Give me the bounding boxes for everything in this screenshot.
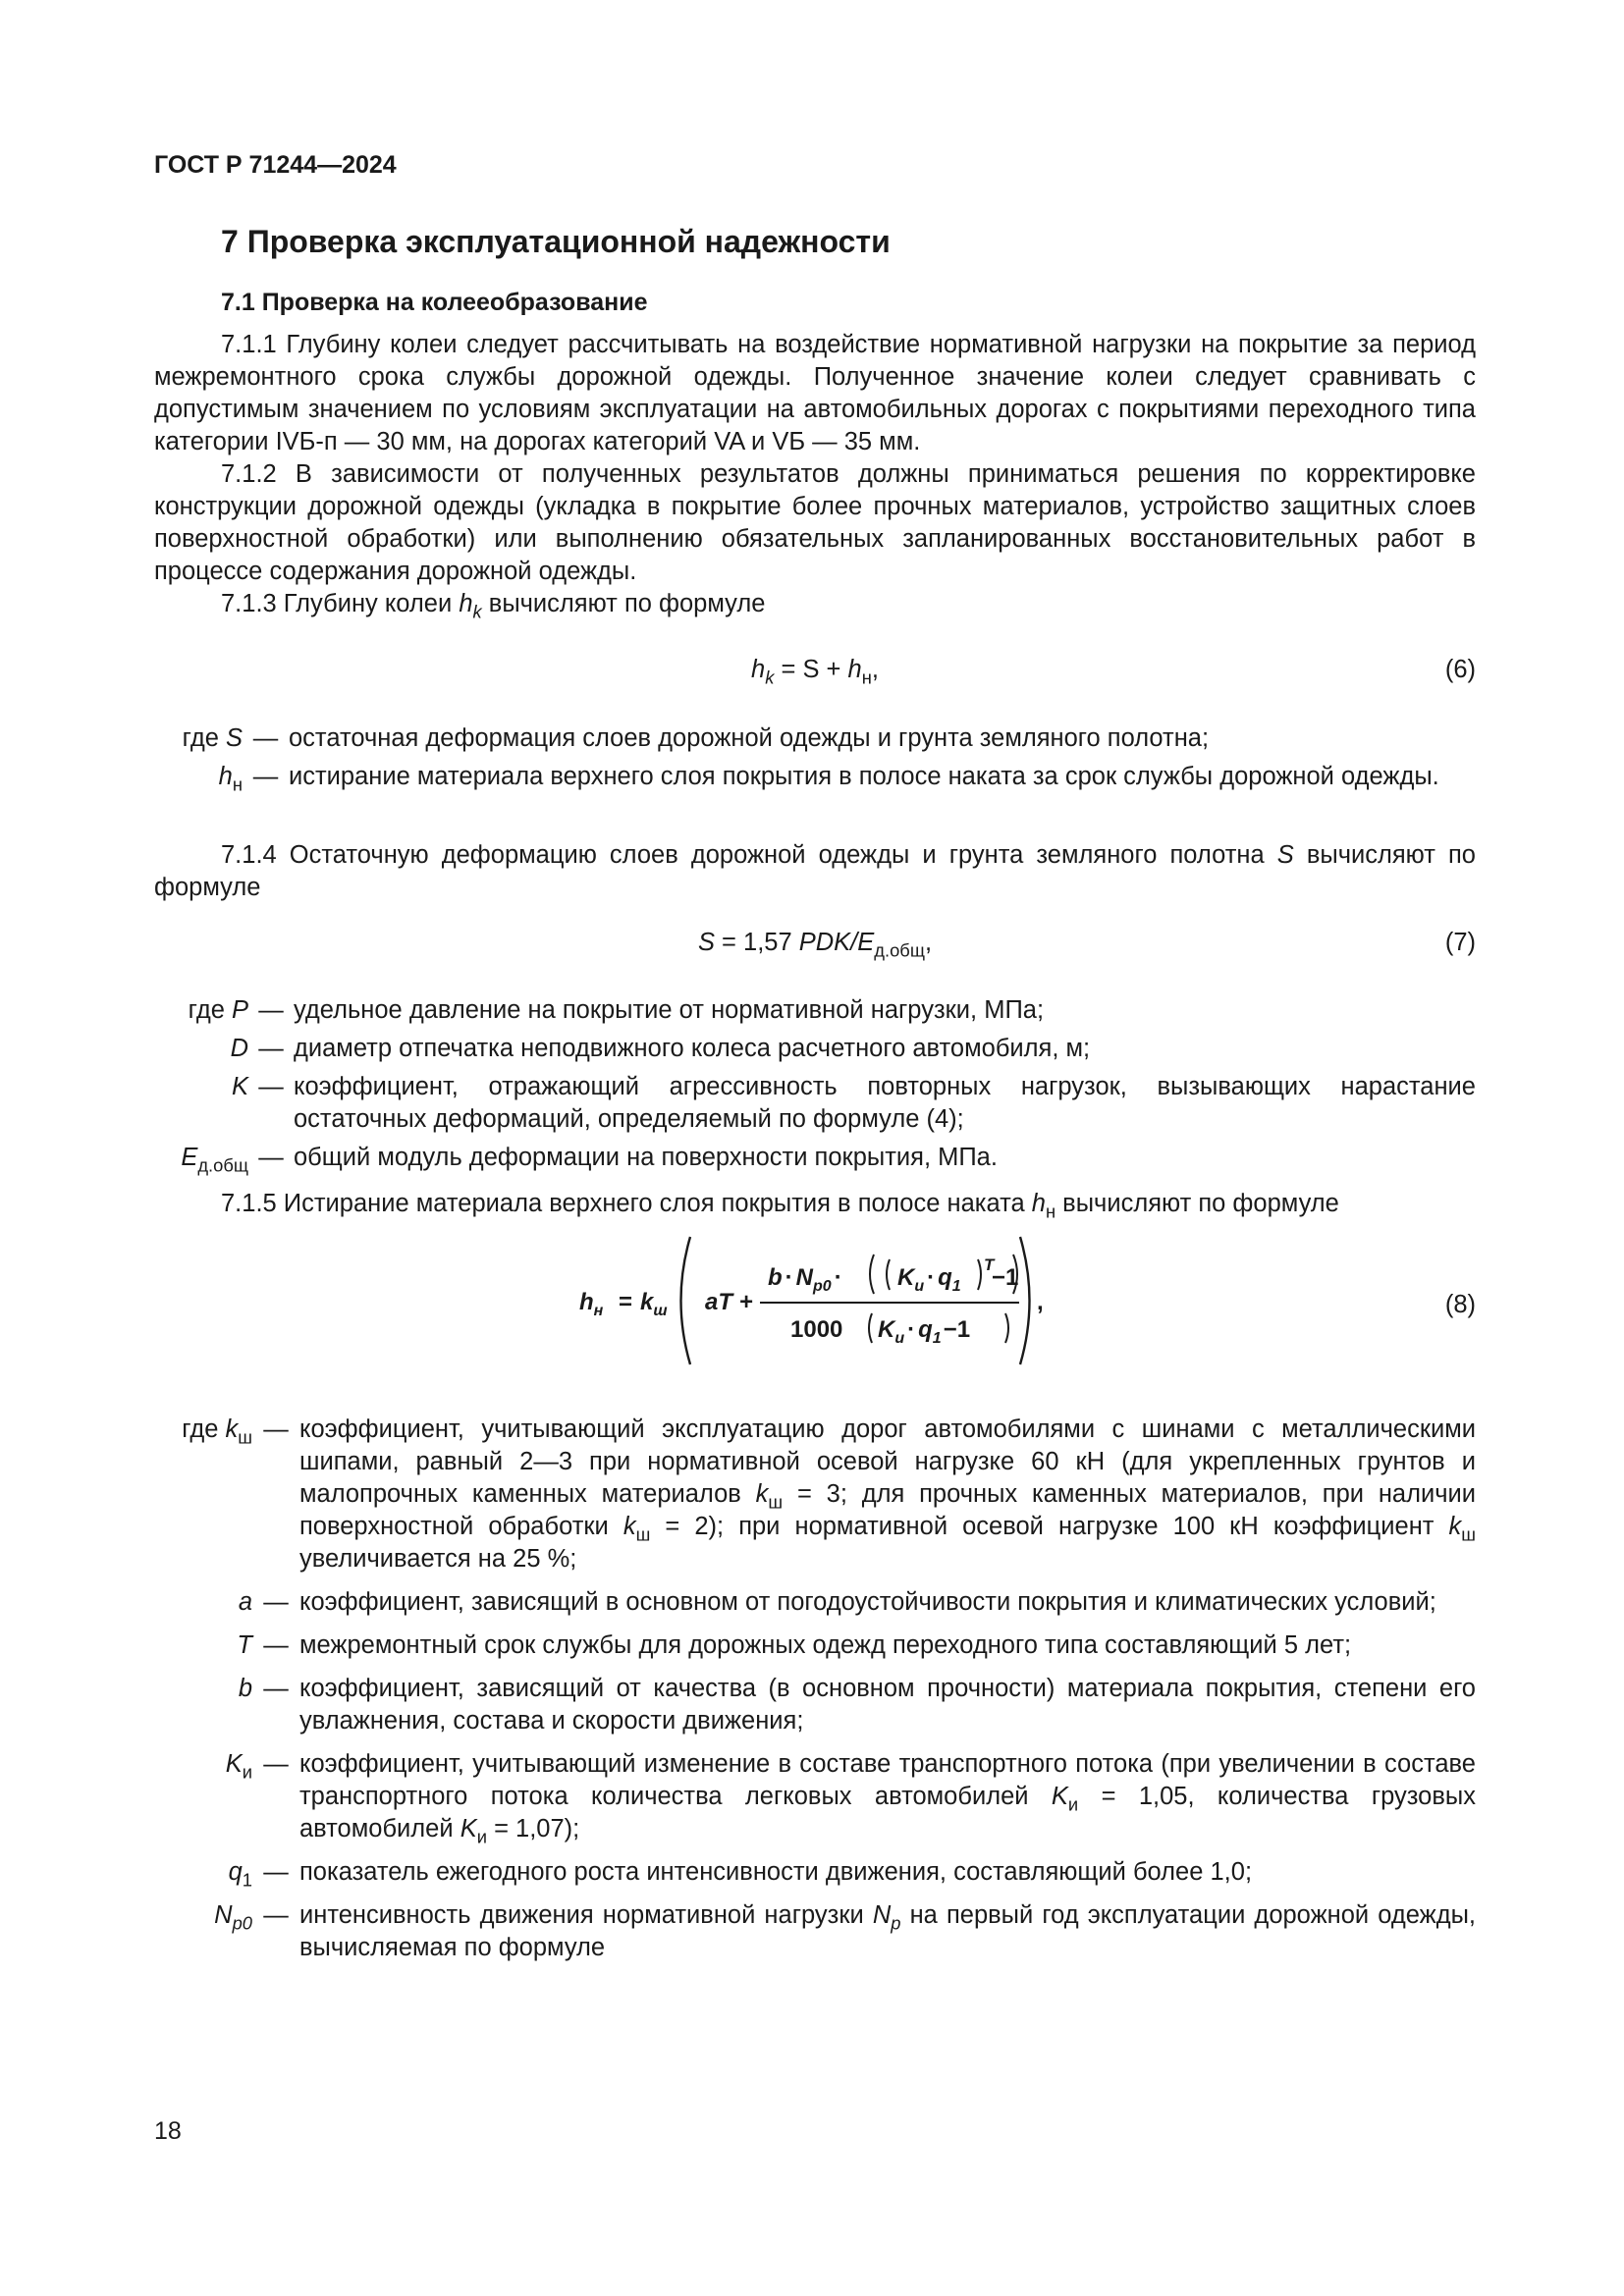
subsection-title: 7.1 Проверка на колееобразование [221,289,648,316]
paragraph-7-1-3: 7.1.3 Глубину колеи $h_k$ вычисляют по формуле [221,590,766,622]
definition-item: где P — удельное давление на покрытие от нормативной нагрузки, МПа; [188,996,1045,1024]
definition-item: $K_и$ — коэффициент, учитывающий изменение в составе транспортного потока (при увеличении в составе транспортного потока количества легковых автомобилей $K_и = 1,05$, количества грузовых автомобилей $K_и = 1,07$); [225,1750,1476,1847]
page-number: 18 [154,2117,182,2145]
svg-text:Kи·q1: $K_и \cdot q_1$ [897,1264,961,1295]
paragraph-7-1-2: 7.1.2 В зависимости от полученных результатов должны приниматься решения по корректировке конструкции дорожной одежды (укладка в покрытие более прочных материалов, устройство защитных слоев поверхностной обработки) или выполнению обязательных запланированных восстановительных работ в процессе содержания дорожной одежды. [154,460,1476,585]
definition-item: где $k_ш$ — коэффициент, учитывающий эксплуатацию дорог автомобилями с шинами с металлическими шипами, равный 2—3 при нормативной осевой нагрузке 60 кН (для укрепленных грунтов и малопрочных каменных материалов $k_ш = 3$; для прочных каменных материалов, при наличии поверхностной обработки $k_ш = 2$); при нормативной осевой нагрузке 100 кН коэффициент $k_ш$ увеличивается на 25 %; [182,1415,1476,1573]
svg-text:Kи·q1−1: $K_и \cdot q_1-1$ [878,1316,971,1347]
formula-6-expression: $h_k = S + h_н$, [751,656,879,688]
definition-item: b — коэффициент, зависящий от качества (в основном прочности) материала покрытия, степени его увлажнения, состава и скорости движения; [238,1675,1476,1735]
paragraph-block-7-1-5 [154,1188,1476,1220]
formula-8-k: $k_ш$ [640,1289,668,1319]
paragraph-block-7-1-4 [154,839,1476,904]
definition-item: K — коэффициент, отражающий агрессивность повторных нагрузок, вызывающих нарастание остаточных деформаций, определяемый по формуле (4); [231,1073,1476,1133]
svg-text:T: T [984,1255,995,1274]
definitions-formula-8 [154,1414,1476,1964]
formula-8-expression [579,1227,1044,1374]
formula-7 [154,927,1476,966]
paragraphs-block-1 [154,329,1476,620]
formula-8-denominator: 1000 [790,1316,843,1343]
definitions-formula-7 [154,994,1476,1174]
definition-item: $h_н$ — истирание материала верхнего слоя покрытия в полосе наката за срок службы дорожной одежды. [218,763,1439,795]
formula-6 [154,654,1476,693]
formula-7-number: (7) [1444,929,1476,956]
svg-text:,: , [1037,1289,1044,1315]
formula-6-number: (6) [1444,656,1476,683]
svg-text:aT +: aT + [705,1289,753,1315]
formula-8-number: (8) [1444,1291,1476,1318]
formula-7-expression: S = 1,57 PDK/$E_{д.общ}$, [697,929,933,961]
definition-item: $q_1$ — показатель ежегодного роста интенсивности движения, составляющий более 1,0; [228,1858,1253,1891]
definitions-formula-6 [154,722,1476,793]
definition-item: $N_{p0}$ — интенсивность движения нормативной нагрузки $N_p$ на первый год эксплуатации дорожной одежды, вычисляемая по формуле [214,1901,1476,1961]
definition-item: a — коэффициент, зависящий в основном от погодоустойчивости покрытия и климатических условий; [238,1588,1436,1616]
section-title: 7 Проверка эксплуатационной надежности [221,224,891,259]
formula-8-lhs: $h_н$ [579,1289,604,1319]
definition-item: D — диаметр отпечатка неподвижного колеса расчетного автомобиля, м; [230,1035,1091,1062]
paragraph-7-1-1: 7.1.1 Глубину колеи следует рассчитывать на воздействие нормативной нагрузки на покрытие за период межремонтного срока службы дорожной одежды. Полученное значение колеи следует сравнивать с допустимым значением по условиям эксплуатации на автомобильных дорогах с покрытиями переходного типа категории IVБ-п — 30 мм, на дорогах категорий VA и VБ — 35 мм. [154,331,1476,455]
document-code: ГОСТ Р 71244—2024 [154,151,397,179]
definition-item: $E_{д.общ}$ — общий модуль деформации на поверхности покрытия, МПа. [181,1144,998,1176]
formula-8-numerator: $b \cdot N_{p0}$ · [768,1264,842,1295]
definition-item: T — межремонтный срок службы для дорожных одежд переходного типа составляющий 5 лет; [237,1631,1352,1659]
paragraph-7-1-5: 7.1.5 Истирание материала верхнего слоя покрытия в полосе наката $h_н$ вычисляют по формуле [221,1190,1339,1222]
svg-text:=: = [619,1289,633,1315]
paragraph-7-1-4: 7.1.4 Остаточную деформацию слоев дорожной одежды и грунта земляного полотна S вычисляют по формуле [154,841,1476,901]
definition-item: где S — остаточная деформация слоев дорожной одежды и грунта земляного полотна; [182,724,1210,752]
svg-text:−1: −1 [992,1264,1019,1291]
